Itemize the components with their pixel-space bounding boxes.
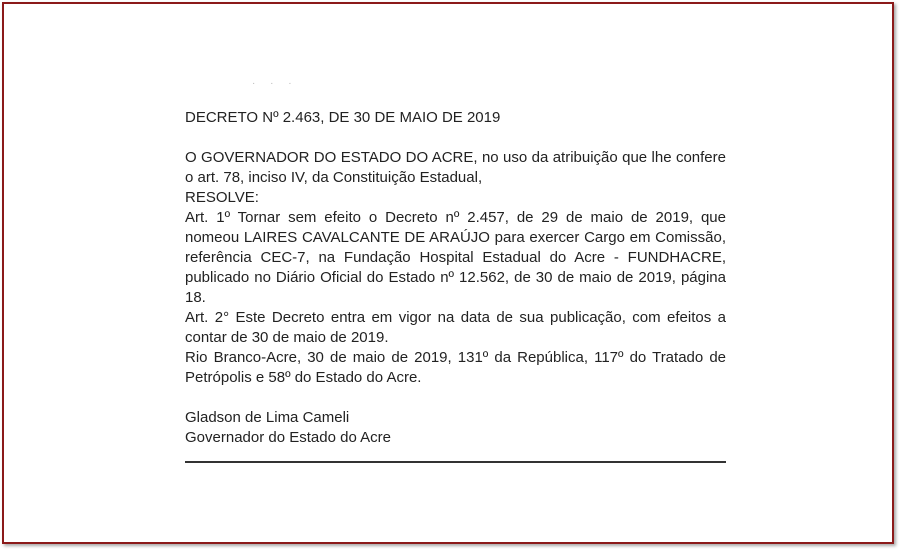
spacer (185, 388, 726, 408)
scan-specks: · · · (252, 78, 298, 89)
signatory-title: Governador do Estado do Acre (185, 429, 391, 446)
decree-place-date: Rio Branco-Acre, 30 de maio de 2019, 131º da República, 117º do Tratado de Petrópolis e 58º do Estado do Acre. (185, 349, 726, 386)
decree-article-2: Art. 2° Este Decreto entra em vigor na data de sua publicação, com efeitos a contar de 30 de maio de 2019. (185, 309, 726, 346)
decree-resolve: RESOLVE: (185, 189, 259, 206)
decree-preamble: O GOVERNADOR DO ESTADO DO ACRE, no uso da atribuição que lhe confere o art. 78, inciso IV, da Constituição Estadual, (185, 149, 726, 186)
signatory-name: Gladson de Lima Cameli (185, 409, 350, 426)
decree-document (185, 108, 726, 448)
decree-article-1: Art. 1º Tornar sem efeito o Decreto nº 2.457, de 29 de maio de 2019, que nomeou LAIRES CAVALCANTE DE ARAÚJO para exercer Cargo em Comissão, referência CEC-7, na Fundação Hospital Estadual do Acre - FUNDHACRE, publicado no Diário Oficial do Estado nº 12.562, de 30 de maio de 2019, página 18. (185, 209, 726, 306)
decree-title: DECRETO Nº 2.463, DE 30 DE MAIO DE 2019 (185, 109, 501, 126)
bottom-rule (185, 461, 726, 463)
